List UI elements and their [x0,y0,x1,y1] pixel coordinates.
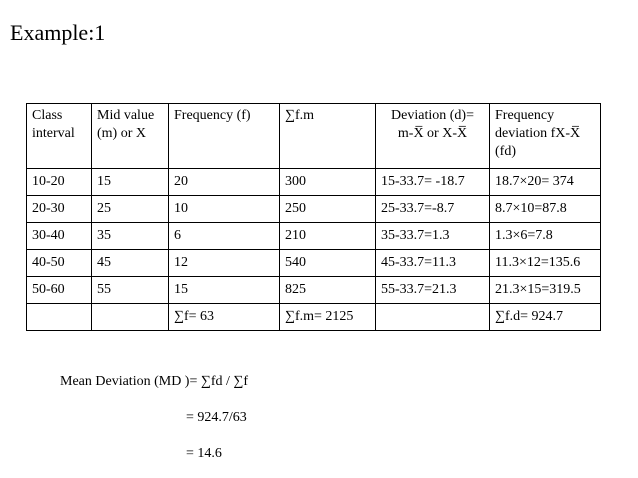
table-cell: 40-50 [27,250,92,277]
table-cell: 210 [280,223,376,250]
total-cell [92,304,169,331]
table-cell: 825 [280,277,376,304]
total-sum-f: ∑f= 63 [169,304,280,331]
table-totals-row [27,304,601,331]
table-cell: 55 [92,277,169,304]
table-header-row [27,104,601,169]
mean-deviation-formula: Mean Deviation (MD )= ∑fd / ∑f [60,374,249,389]
mean-deviation-table [26,103,601,331]
header-class-interval [27,104,92,169]
header-sum-fm [280,104,376,169]
table-cell: 25-33.7=-8.7 [376,196,490,223]
table-row [27,277,601,304]
table-cell: 50-60 [27,277,92,304]
table-cell: 1.3×6=7.8 [490,223,601,250]
table-cell: 10 [169,196,280,223]
table-cell: 20-30 [27,196,92,223]
header-mid-value [92,104,169,169]
table-cell: 300 [280,169,376,196]
table-cell: 20 [169,169,280,196]
table-cell: 11.3×12=135.6 [490,250,601,277]
header-deviation-text: Deviation (d)= m-X̅ or X-X̅ [391,108,474,141]
total-cell [27,304,92,331]
table-row [27,250,601,277]
table-cell: 35 [92,223,169,250]
table-row [27,196,601,223]
table-cell: 15 [169,277,280,304]
table-cell: 15-33.7= -18.7 [376,169,490,196]
table-cell: 6 [169,223,280,250]
total-cell [376,304,490,331]
table-cell: 540 [280,250,376,277]
table-cell: 30-40 [27,223,92,250]
table-cell: 55-33.7=21.3 [376,277,490,304]
example-title: Example:1 [10,20,106,45]
mean-deviation-result: = 14.6 [186,446,222,461]
header-frequency-text: Frequency (f) [174,108,251,123]
header-mid-value-text: Mid value (m) or X [97,108,155,141]
table-cell: 45 [92,250,169,277]
table-cell: 25 [92,196,169,223]
total-sum-fd: ∑f.d= 924.7 [490,304,601,331]
table-cell: 35-33.7=1.3 [376,223,490,250]
mean-deviation-step: = 924.7/63 [186,410,247,425]
header-frequency [169,104,280,169]
table-row [27,169,601,196]
table-cell: 21.3×15=319.5 [490,277,601,304]
header-frequency-deviation [490,104,601,169]
table-cell: 12 [169,250,280,277]
table-cell: 15 [92,169,169,196]
table-cell: 10-20 [27,169,92,196]
table-cell: 8.7×10=87.8 [490,196,601,223]
table-row [27,223,601,250]
header-deviation [376,104,490,169]
header-sum-fm-text: ∑f.m [285,108,315,123]
header-class-interval-text: Class interval [32,108,75,141]
table-cell: 18.7×20= 374 [490,169,601,196]
total-sum-fm: ∑f.m= 2125 [280,304,376,331]
table-cell: 45-33.7=11.3 [376,250,490,277]
table-cell: 250 [280,196,376,223]
header-frequency-deviation-text: Frequency deviation fX-X̅ (fd) [495,108,581,159]
